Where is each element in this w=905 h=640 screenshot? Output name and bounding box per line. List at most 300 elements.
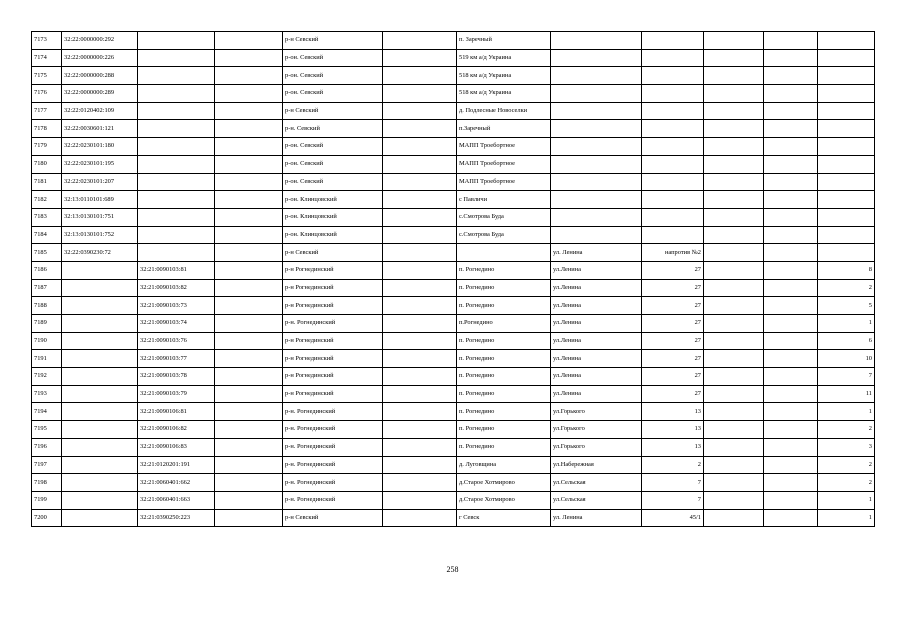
table-cell: д. Луговщина <box>457 456 551 474</box>
table-cell: 27 <box>642 297 704 315</box>
table-cell <box>551 85 642 103</box>
table-cell <box>215 509 283 527</box>
table-row <box>32 332 875 350</box>
table-cell <box>818 173 875 191</box>
table-cell <box>383 208 457 226</box>
table-cell <box>215 332 283 350</box>
table-cell: 1 <box>818 403 875 421</box>
table-cell <box>215 456 283 474</box>
table-cell: 518 км а/д Украина <box>457 67 551 85</box>
table-cell: ул. Ленина <box>551 509 642 527</box>
table-cell: 7199 <box>32 491 62 509</box>
table-row <box>32 509 875 527</box>
table-cell: р-он. Севский <box>283 138 383 156</box>
table-cell <box>62 261 138 279</box>
table-cell <box>704 421 764 439</box>
table-cell: п.Заречный <box>457 120 551 138</box>
table-cell: 7190 <box>32 332 62 350</box>
table-cell <box>62 332 138 350</box>
table-cell <box>551 173 642 191</box>
table-cell: 7188 <box>32 297 62 315</box>
table-cell: р-он. Севский <box>283 85 383 103</box>
table-cell <box>764 32 818 50</box>
table-cell <box>818 226 875 244</box>
table-cell <box>62 438 138 456</box>
table-cell <box>704 173 764 191</box>
table-cell <box>383 456 457 474</box>
table-cell <box>704 315 764 333</box>
table-cell: 7193 <box>32 385 62 403</box>
table-cell <box>764 509 818 527</box>
table-cell: 7181 <box>32 173 62 191</box>
table-cell <box>704 332 764 350</box>
table-cell <box>704 138 764 156</box>
table-cell: 27 <box>642 261 704 279</box>
table-cell <box>383 332 457 350</box>
table-cell <box>642 208 704 226</box>
table-row <box>32 120 875 138</box>
table-cell <box>215 385 283 403</box>
table-cell: 5 <box>818 297 875 315</box>
table-cell: р-н. Рогнединский <box>283 315 383 333</box>
table-cell: 32:22:0000000:292 <box>62 32 138 50</box>
table-row <box>32 403 875 421</box>
table-cell: 7182 <box>32 191 62 209</box>
table-cell <box>215 32 283 50</box>
table-cell: 7200 <box>32 509 62 527</box>
table-cell <box>764 138 818 156</box>
table-row <box>32 297 875 315</box>
table-cell <box>138 102 215 120</box>
table-cell <box>383 102 457 120</box>
table-cell <box>215 226 283 244</box>
table-cell: п. Рогнедино <box>457 350 551 368</box>
table-cell: 32:22:0030601:121 <box>62 120 138 138</box>
table-cell <box>215 474 283 492</box>
table-cell: 7197 <box>32 456 62 474</box>
table-cell: ул. Ленина <box>551 244 642 262</box>
table-cell <box>383 226 457 244</box>
table-cell <box>215 438 283 456</box>
register-table <box>31 31 875 527</box>
table-cell: 3 <box>818 438 875 456</box>
table-cell <box>764 350 818 368</box>
table-cell: ул.Набережная <box>551 456 642 474</box>
table-cell: р-н. Рогнединский <box>283 491 383 509</box>
table-cell: 32:21:0090103:73 <box>138 297 215 315</box>
table-cell <box>642 67 704 85</box>
table-cell <box>764 438 818 456</box>
table-cell <box>383 67 457 85</box>
table-cell <box>642 120 704 138</box>
table-cell <box>138 173 215 191</box>
table-cell <box>215 261 283 279</box>
table-cell <box>138 67 215 85</box>
table-cell <box>764 315 818 333</box>
table-cell: п. Рогнедино <box>457 368 551 386</box>
table-row <box>32 491 875 509</box>
table-cell <box>551 138 642 156</box>
table-cell <box>642 85 704 103</box>
table-row <box>32 208 875 226</box>
table-cell: 13 <box>642 403 704 421</box>
table-cell: 2 <box>818 279 875 297</box>
table-cell: 2 <box>818 474 875 492</box>
table-cell: ул.Горького <box>551 438 642 456</box>
table-cell <box>138 138 215 156</box>
table-cell <box>215 491 283 509</box>
table-cell <box>704 102 764 120</box>
table-cell <box>764 244 818 262</box>
table-cell <box>551 155 642 173</box>
table-cell: ул.Сельская <box>551 474 642 492</box>
table-cell: р-н. Рогнединский <box>283 456 383 474</box>
table-cell <box>764 368 818 386</box>
table-cell <box>551 49 642 67</box>
table-cell <box>383 279 457 297</box>
table-cell: 32:21:0060401:662 <box>138 474 215 492</box>
table-cell <box>764 85 818 103</box>
table-cell <box>764 421 818 439</box>
table-row <box>32 226 875 244</box>
table-cell: напротив №2 <box>642 244 704 262</box>
register-table-container <box>31 31 875 527</box>
table-cell <box>138 85 215 103</box>
table-cell: р-н Севский <box>283 102 383 120</box>
table-cell: д.Старое Хотмирово <box>457 474 551 492</box>
table-cell: 7177 <box>32 102 62 120</box>
table-cell <box>62 509 138 527</box>
table-cell: 32:13:0110101:689 <box>62 191 138 209</box>
table-cell <box>215 67 283 85</box>
table-cell <box>138 208 215 226</box>
table-cell: 32:22:0230101:180 <box>62 138 138 156</box>
table-cell: р-он. Севский <box>283 49 383 67</box>
table-cell <box>215 138 283 156</box>
table-cell <box>764 297 818 315</box>
table-cell <box>764 208 818 226</box>
table-cell <box>704 226 764 244</box>
table-row <box>32 155 875 173</box>
table-cell: 7185 <box>32 244 62 262</box>
table-cell: 7178 <box>32 120 62 138</box>
table-cell: 32:22:0000000:289 <box>62 85 138 103</box>
table-cell <box>383 315 457 333</box>
table-cell <box>215 279 283 297</box>
table-cell <box>215 49 283 67</box>
table-row <box>32 385 875 403</box>
page-number: 258 <box>446 565 459 574</box>
table-cell <box>383 49 457 67</box>
table-cell <box>551 32 642 50</box>
table-cell: р-он. Севский <box>283 155 383 173</box>
table-cell: 27 <box>642 315 704 333</box>
table-cell <box>215 155 283 173</box>
table-cell: 7 <box>642 474 704 492</box>
table-cell: 7 <box>642 491 704 509</box>
table-cell: 7173 <box>32 32 62 50</box>
table-cell: п. Рогнедино <box>457 332 551 350</box>
table-cell <box>704 49 764 67</box>
table-cell <box>764 279 818 297</box>
table-cell <box>62 456 138 474</box>
table-row <box>32 102 875 120</box>
table-cell <box>383 244 457 262</box>
table-cell: с.Смотрова Буда <box>457 208 551 226</box>
table-cell: ул.Ленина <box>551 315 642 333</box>
table-cell <box>383 191 457 209</box>
table-cell: ул.Ленина <box>551 279 642 297</box>
table-cell: 2 <box>818 421 875 439</box>
table-cell: д. Подлесные Новоселки <box>457 102 551 120</box>
table-cell: 7186 <box>32 261 62 279</box>
table-cell <box>818 208 875 226</box>
table-row <box>32 49 875 67</box>
table-cell <box>818 138 875 156</box>
table-cell <box>818 32 875 50</box>
table-cell: с.Смотрова Буда <box>457 226 551 244</box>
table-cell <box>383 32 457 50</box>
table-cell <box>62 350 138 368</box>
table-cell <box>642 173 704 191</box>
table-cell <box>62 315 138 333</box>
table-cell: 2 <box>642 456 704 474</box>
table-cell: 2 <box>818 456 875 474</box>
table-cell: 7184 <box>32 226 62 244</box>
table-cell <box>62 368 138 386</box>
table-cell <box>704 509 764 527</box>
table-cell <box>704 67 764 85</box>
table-cell <box>764 102 818 120</box>
table-cell: 1 <box>818 509 875 527</box>
table-cell <box>138 32 215 50</box>
table-cell <box>764 226 818 244</box>
table-cell: 7191 <box>32 350 62 368</box>
table-cell: р-он. Севский <box>283 173 383 191</box>
table-cell <box>764 67 818 85</box>
table-cell: 7183 <box>32 208 62 226</box>
table-cell: р-н Рогнединский <box>283 261 383 279</box>
table-cell: 32:21:0090106:81 <box>138 403 215 421</box>
table-cell <box>704 120 764 138</box>
table-cell: 13 <box>642 421 704 439</box>
table-row <box>32 261 875 279</box>
table-cell: ул.Ленина <box>551 385 642 403</box>
table-cell: п. Заречный <box>457 32 551 50</box>
table-cell <box>383 138 457 156</box>
table-cell <box>704 350 764 368</box>
table-cell <box>215 85 283 103</box>
table-cell <box>138 226 215 244</box>
table-cell: р-н Рогнединский <box>283 279 383 297</box>
register-table-body <box>32 32 875 527</box>
table-cell <box>764 332 818 350</box>
table-cell <box>138 155 215 173</box>
table-cell <box>764 385 818 403</box>
table-cell: п. Рогнедино <box>457 438 551 456</box>
table-cell <box>383 438 457 456</box>
table-cell <box>215 403 283 421</box>
table-cell: 32:21:0090103:76 <box>138 332 215 350</box>
table-row <box>32 85 875 103</box>
table-cell: 27 <box>642 279 704 297</box>
table-cell: п. Рогнедино <box>457 421 551 439</box>
table-cell <box>215 173 283 191</box>
table-cell <box>642 32 704 50</box>
table-cell <box>642 226 704 244</box>
table-cell <box>764 191 818 209</box>
table-cell: р-н. Севский <box>283 120 383 138</box>
table-cell <box>383 350 457 368</box>
table-cell <box>818 85 875 103</box>
table-cell: 32:21:0090103:78 <box>138 368 215 386</box>
table-cell: 7194 <box>32 403 62 421</box>
table-cell <box>138 244 215 262</box>
table-cell <box>704 191 764 209</box>
table-cell: 27 <box>642 368 704 386</box>
table-cell: 32:22:0000000:226 <box>62 49 138 67</box>
table-cell: р-н Рогнединский <box>283 297 383 315</box>
table-cell: МАПП Троебортное <box>457 138 551 156</box>
table-cell: 32:21:0090103:79 <box>138 385 215 403</box>
table-cell: р-н. Рогнединский <box>283 474 383 492</box>
table-cell: 32:21:0120201:191 <box>138 456 215 474</box>
table-cell <box>62 421 138 439</box>
table-cell: р-н Рогнединский <box>283 332 383 350</box>
table-cell: р-н. Рогнединский <box>283 403 383 421</box>
table-cell <box>551 208 642 226</box>
table-cell: п. Рогнедино <box>457 261 551 279</box>
table-cell: р-н Севский <box>283 244 383 262</box>
table-cell: 1 <box>818 491 875 509</box>
table-cell <box>818 67 875 85</box>
table-cell <box>383 403 457 421</box>
table-cell <box>818 102 875 120</box>
table-cell: 45/1 <box>642 509 704 527</box>
table-cell <box>764 474 818 492</box>
table-cell <box>764 49 818 67</box>
table-cell <box>818 155 875 173</box>
table-cell <box>704 474 764 492</box>
table-cell: ул.Ленина <box>551 261 642 279</box>
table-cell: р-он. Севский <box>283 67 383 85</box>
table-cell: п. Рогнедино <box>457 279 551 297</box>
table-cell <box>704 385 764 403</box>
table-cell: 32:13:0130101:751 <box>62 208 138 226</box>
table-cell <box>818 244 875 262</box>
table-cell: р-он. Клинцовский <box>283 191 383 209</box>
table-cell <box>764 491 818 509</box>
table-cell <box>551 120 642 138</box>
table-cell: 518 км а/д Украина <box>457 85 551 103</box>
table-cell: р-н Рогнединский <box>283 368 383 386</box>
table-cell: ул.Горького <box>551 403 642 421</box>
table-cell: 7196 <box>32 438 62 456</box>
table-cell <box>383 297 457 315</box>
table-cell <box>138 49 215 67</box>
table-cell <box>62 403 138 421</box>
table-cell: 7192 <box>32 368 62 386</box>
table-cell: ул.Горького <box>551 421 642 439</box>
table-cell <box>704 403 764 421</box>
table-cell: МАПП Троебортное <box>457 173 551 191</box>
table-cell: 7 <box>818 368 875 386</box>
table-cell <box>704 208 764 226</box>
table-cell: 32:22:0230101:207 <box>62 173 138 191</box>
table-row <box>32 456 875 474</box>
table-cell: 7175 <box>32 67 62 85</box>
table-cell: с Павличи <box>457 191 551 209</box>
table-cell <box>704 85 764 103</box>
table-cell <box>215 102 283 120</box>
table-cell: 7187 <box>32 279 62 297</box>
table-cell <box>457 244 551 262</box>
table-cell: р-н. Рогнединский <box>283 421 383 439</box>
table-cell: р-он. Клинцовский <box>283 226 383 244</box>
table-cell: 32:21:0390250:223 <box>138 509 215 527</box>
table-cell: 7174 <box>32 49 62 67</box>
table-cell: п. Рогнедино <box>457 385 551 403</box>
table-cell: ул.Ленина <box>551 297 642 315</box>
table-cell <box>215 208 283 226</box>
table-cell <box>704 368 764 386</box>
table-cell <box>383 491 457 509</box>
table-row <box>32 173 875 191</box>
table-cell: 32:13:0130101:752 <box>62 226 138 244</box>
table-cell: 32:21:0090103:74 <box>138 315 215 333</box>
table-cell: п. Рогнедино <box>457 403 551 421</box>
table-cell <box>551 102 642 120</box>
table-cell <box>215 120 283 138</box>
table-row <box>32 67 875 85</box>
table-cell <box>818 191 875 209</box>
table-cell <box>704 279 764 297</box>
table-cell <box>62 474 138 492</box>
table-cell: 6 <box>818 332 875 350</box>
table-cell <box>383 474 457 492</box>
table-row <box>32 368 875 386</box>
table-cell <box>383 155 457 173</box>
table-cell <box>551 191 642 209</box>
table-cell <box>704 456 764 474</box>
table-cell: 32:21:0090103:77 <box>138 350 215 368</box>
table-cell <box>62 385 138 403</box>
table-cell <box>704 297 764 315</box>
table-cell: 7179 <box>32 138 62 156</box>
table-cell: ул.Ленина <box>551 368 642 386</box>
table-row <box>32 138 875 156</box>
table-cell: 32:21:0090103:82 <box>138 279 215 297</box>
table-cell <box>704 244 764 262</box>
table-row <box>32 32 875 50</box>
table-cell: 11 <box>818 385 875 403</box>
table-row <box>32 350 875 368</box>
table-cell <box>383 385 457 403</box>
table-cell: 32:22:0120402:109 <box>62 102 138 120</box>
table-cell: р-н. Рогнединский <box>283 438 383 456</box>
table-cell <box>215 191 283 209</box>
table-cell <box>215 244 283 262</box>
table-cell <box>62 297 138 315</box>
table-cell: д.Старое Хотмирово <box>457 491 551 509</box>
table-cell: р-н Севский <box>283 509 383 527</box>
table-cell: 7198 <box>32 474 62 492</box>
table-cell <box>764 173 818 191</box>
table-cell: 32:21:0090103:81 <box>138 261 215 279</box>
table-cell <box>383 261 457 279</box>
table-cell <box>138 191 215 209</box>
table-cell <box>551 226 642 244</box>
